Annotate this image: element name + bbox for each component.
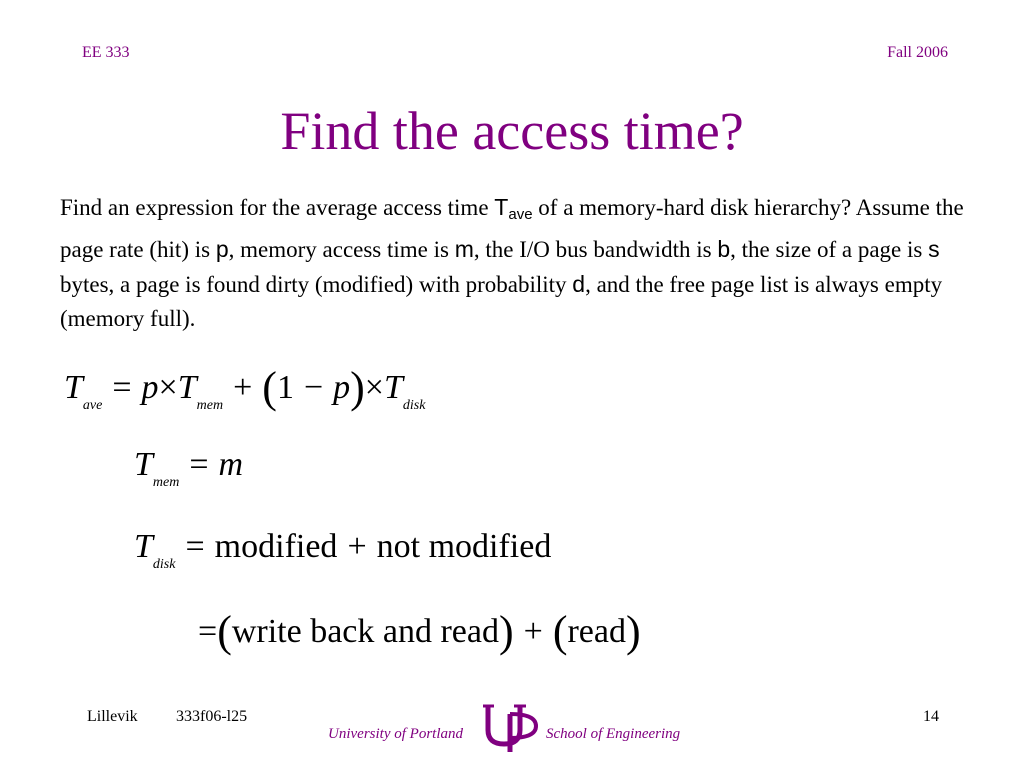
sub-mem: mem <box>152 475 180 490</box>
footer-university: University of Portland <box>328 726 463 742</box>
sym-rparen: ) <box>350 363 365 412</box>
sym-equals: = <box>185 528 205 565</box>
slide-title: Find the access time? <box>280 101 744 161</box>
equation-tdisk-expanded <box>198 606 641 657</box>
sym-equals: = <box>198 613 218 650</box>
sym-lparen: ( <box>262 363 277 412</box>
sym-one: 1 <box>276 369 294 406</box>
sym-T: T <box>177 369 197 406</box>
problem-statement <box>60 190 990 336</box>
sym-lparen: ( <box>552 607 568 656</box>
problem-text-2: of a memory-hard disk hierarchy? Assume the page rate (hit) is <box>60 195 964 262</box>
sym-equals: = <box>189 446 209 483</box>
sym-plus: + <box>523 613 543 650</box>
var-d: d <box>572 271 586 297</box>
sym-equals: = <box>112 369 132 406</box>
header-course: EE 333 <box>82 44 130 61</box>
word-write-back-read: write back and read <box>231 613 499 650</box>
footer-school: School of Engineering <box>546 726 681 742</box>
up-monogram-icon <box>480 700 540 752</box>
equation-tave <box>64 362 425 414</box>
sym-T: T <box>134 528 153 565</box>
var-s: s <box>928 236 940 262</box>
sub-ave: ave <box>82 398 103 413</box>
sym-p: p <box>141 369 159 406</box>
sym-p: p <box>333 369 351 406</box>
word-not-modified: not modified <box>376 528 552 565</box>
problem-text-6: bytes, a page is found dirty (modified) with probability <box>60 272 573 297</box>
equation-tmem <box>134 446 243 491</box>
sub-mem: mem <box>196 398 224 413</box>
sub-disk: disk <box>402 398 426 413</box>
sym-rparen: ) <box>498 607 514 656</box>
equation-tdisk <box>134 528 551 573</box>
sym-minus: − <box>303 369 324 406</box>
var-tave-main: T <box>494 194 509 220</box>
sym-plus: + <box>347 528 367 565</box>
word-modified: modified <box>214 528 338 565</box>
sym-plus: + <box>233 369 253 406</box>
sym-rparen: ) <box>626 607 641 656</box>
var-tave <box>494 194 533 223</box>
var-p: p <box>215 236 229 262</box>
problem-text-3: , memory access time is <box>228 237 455 262</box>
footer-code: 333f06-l25 <box>176 708 248 725</box>
footer-author: Lillevik <box>87 708 138 725</box>
sym-times: × <box>158 369 178 406</box>
var-tave-sub: ave <box>508 206 533 223</box>
problem-text-5: , the size of a page is <box>730 237 929 262</box>
header-term: Fall 2006 <box>887 44 948 61</box>
sym-m: m <box>218 446 244 483</box>
problem-text-1: Find an expression for the average access time <box>60 195 495 220</box>
footer-page-number: 14 <box>923 708 939 725</box>
sub-disk: disk <box>152 557 176 572</box>
word-read: read <box>567 613 626 650</box>
sym-T: T <box>383 369 403 406</box>
sym-lparen: ( <box>217 607 232 656</box>
problem-text-4: , the I/O bus bandwidth is <box>473 237 718 262</box>
sym-T: T <box>64 369 83 406</box>
sym-T: T <box>134 446 153 483</box>
problem-text-7: , and the free page list is always empty (memory full). <box>60 272 943 331</box>
var-b: b <box>717 236 731 262</box>
var-m: m <box>454 236 474 262</box>
sym-times: × <box>364 369 384 406</box>
